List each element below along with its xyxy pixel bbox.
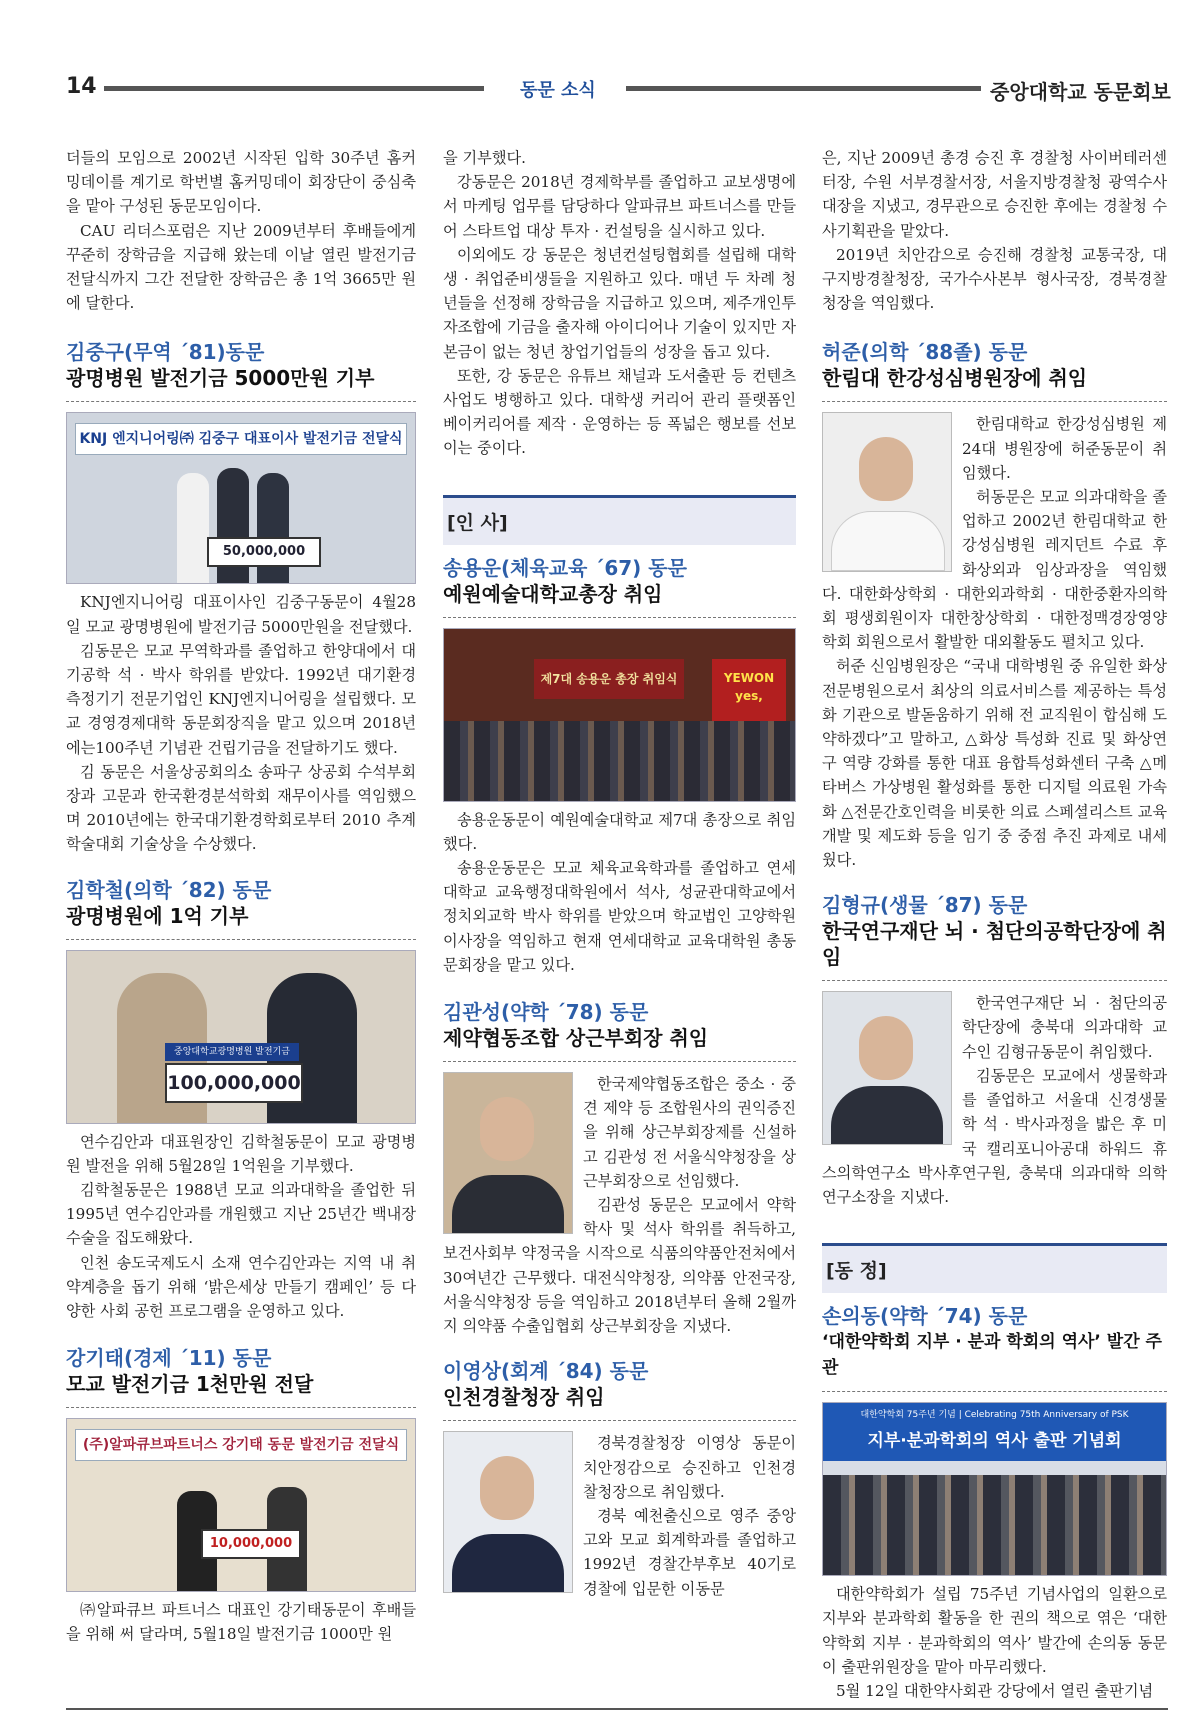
paragraph: 경북 예천출신으로 영주 중앙고와 모교 회계학과를 졸업하고 1992년 경찰간부후보 40기로 경찰에 입문한 이동문	[583, 1506, 796, 1598]
divider	[822, 980, 1167, 981]
paragraph: 연수김안과 대표원장인 김학철동문이 모교 광명병원 발전을 위해 5월28일 1억원을 기부했다.	[66, 1132, 416, 1175]
portrait-head	[859, 1016, 913, 1080]
divider	[443, 617, 796, 618]
column-3	[822, 146, 1167, 1703]
article-title: 모교 발전기금 1천만원 전달	[66, 1372, 314, 1397]
check-board: 10,000,000	[201, 1529, 301, 1559]
paragraph: 김관성 동문은 모교에서 약학학사 및 석사 학위를 취득하고, 보건사회부 약정국을 시작으로 식품의약품안전처에서 30여년간 근무했다. 대전식약청장, 의약품 안전국장, 서울식약청장 등을 역임하고 2018년부터 올해 2월까지 의약품 수출입협회 상근부회장을 지냈다.	[443, 1196, 796, 1336]
paragraph: 한국제약협동조합은 중소 · 중견 제약 등 조합원사의 권익증진을 위해 상근부회장제를 신설하고 김관성 전 서울식약청장을 상근부회장으로 선임했다.	[583, 1075, 796, 1190]
article-title: 광명병원에 1억 기부	[66, 903, 249, 928]
portrait-head	[859, 437, 913, 501]
article-name: 이영상(회계 ´84) 동문	[443, 1359, 649, 1384]
check-board: 100,000,000	[165, 1063, 303, 1103]
paragraph: 송용운동문이 예원예술대학교 제7대 총장으로 취임했다.	[443, 810, 796, 853]
paragraph: 한림대학교 한강성심병원 제24대 병원장에 허준동문이 취임했다.	[962, 415, 1167, 482]
donation-photo	[66, 950, 416, 1124]
article-title: ‘대한약학회 지부 · 분과 학회의 역사’ 발간 주관	[822, 1332, 1162, 1379]
portrait-head	[480, 1456, 534, 1520]
section-header: [인 사]	[443, 495, 796, 545]
portrait-body	[831, 1086, 943, 1144]
divider	[66, 1407, 416, 1408]
article-name: 강기태(경제 ´11) 동문	[66, 1346, 272, 1371]
divider	[822, 1391, 1167, 1392]
portrait-photo	[443, 1431, 573, 1593]
section-title: 동문 소식	[520, 80, 596, 101]
stage-sign: 제7대 송용운 총장 취임식	[534, 659, 684, 699]
event-photo	[822, 1402, 1167, 1576]
donation-photo	[66, 1418, 416, 1592]
photo-banner: (주)알파큐브파트너스 강기태 동문 발전기금 전달식	[75, 1429, 407, 1461]
paragraph: 인천 송도국제도시 소재 연수김안과는 지역 내 취약계층을 돕기 위해 ‘밝은세상 만들기 캠페인’ 등 다양한 사회 공헌 프로그램을 운영하고 있다.	[66, 1253, 416, 1321]
crowd	[444, 721, 795, 801]
paragraph: 대한약학회가 설립 75주년 기념사업의 일환으로 지부와 분과학회 활동을 한 권의 책으로 엮은 ‘대한약학회 지부 · 분과학회의 역사’ 발간에 손의동 동문이 출판위원장을 맡아 마무리했다.	[822, 1585, 1167, 1676]
paragraph: 또한, 강 동문은 유튜브 채널과 도서출판 등 컨텐츠 사업도 병행하고 있다. 대학생 커리어 관리 플랫폼인 베이커리어를 제작 · 운영하는 등 폭넓은 행보를 선보이는 중이다.	[443, 366, 796, 458]
group-people	[823, 1475, 1166, 1575]
divider	[443, 1420, 796, 1421]
article-name: 손의동(약학 ´74) 동문	[822, 1304, 1028, 1329]
footer-rule	[66, 1708, 1168, 1710]
section-header: [동 정]	[822, 1243, 1167, 1293]
inauguration-photo	[443, 628, 796, 802]
article-name: 송용운(체육교육 ´67) 동문	[443, 555, 687, 580]
banner-title: 지부·분과학회의 역사 출판 기념회	[867, 1431, 1122, 1452]
article-title: 제약협동조합 상근부회장 취임	[443, 1026, 709, 1051]
article-name: 허준(의학 ´88졸) 동문	[822, 340, 1028, 365]
paragraph: 송용운동문은 모교 체육교육학과를 졸업하고 연세대학교 교육행정대학원에서 석사, 성균관대학교에서 정치외교학 박사 학위를 받았으며 학교법인 고양학원 이사장을 역임하고 현재 연세대학교 교육대학원 총동문회장을 맡고 있다.	[443, 859, 796, 974]
paragraph: 경북경찰청장 이영상 동문이 치안정감으로 승진하고 인천경찰청장으로 취임했다.	[583, 1434, 796, 1501]
article-title: 한림대 한강성심병원장에 취임	[822, 366, 1088, 391]
event-banner	[823, 1403, 1166, 1461]
portrait-photo	[443, 1072, 573, 1234]
donation-photo	[66, 412, 416, 584]
article-name: 김형규(생물 ´87) 동문	[822, 893, 1028, 918]
portrait-head	[480, 1097, 534, 1161]
paragraph: 허동문은 모교 의과대학을 졸업하고 2002년 한림대학교 한강성심병원 레지던트 수료 후 화상외과 임상과장을 역임했다. 대한화상학회 · 대한외과학회 · 대한중환자의학회 평생회원이자 대한창상학회 · 대한정맥경장영양학회 회원으로서 활발한 대외활동도 펼치고 있다.	[822, 488, 1167, 652]
article-title: 광명병원 발전기금 5000만원 기부	[66, 366, 375, 391]
photo-banner: KNJ 엔지니어링㈜ 김중구 대표이사 발전기금 전달식	[75, 423, 407, 455]
column-2	[443, 146, 796, 1601]
paragraph: 더들의 모임으로 2002년 시작된 입학 30주년 홈커밍데이를 계기로 학번별 홈커밍데이 회장단이 중심축을 맡아 구성된 동문모임이다.	[66, 149, 416, 216]
paragraph: 이외에도 강 동문은 청년컨설팅협회를 설립해 대학생 · 취업준비생들을 지원하고 있다. 매년 두 차례 청년들을 선정해 장학금을 지급하고 있으며, 제주개인투자조합에 기금을 출자해 아이디어나 기술이 있지만 자본금이 없는 청년 창업기업들의 성장을 돕고 있다.	[443, 245, 796, 361]
divider	[443, 1061, 796, 1062]
page-number: 14	[66, 74, 97, 99]
column-1	[66, 146, 416, 1647]
paragraph: 김동문은 모교 무역학과를 졸업하고 한양대에서 대기공학 석 · 박사 학위를 받았다. 1992년 대기환경 측정기기 전문기업인 KNJ엔지니어링을 설립했다. 모교 경영경제대학 동문회장직을 맡고 있으며 2018년에는100주년 기념관 건립기금을 전달하기도 했다.	[66, 641, 416, 757]
check-board: 50,000,000	[207, 537, 321, 567]
paragraph: CAU 리더스포럼은 지난 2009년부터 후배들에게 꾸준히 장학금을 지급해 왔는데 이날 열린 발전기금 전달식까지 그간 전달한 장학금은 총 1억 3665만 원에 달한다.	[66, 221, 416, 313]
publication-name: 중앙대학교 동문회보	[990, 80, 1171, 104]
article-name: 김중구(무역 ´81)동문	[66, 340, 265, 365]
stage-sign: YEWON yes,	[712, 659, 786, 729]
paragraph: ㈜알파큐브 파트너스 대표인 강기태동문이 후배들을 위해 써 달라며, 5월18일 발전기금 1000만 원	[66, 1601, 416, 1644]
article-name: 김학철(의학 ´82) 동문	[66, 877, 272, 902]
article-title: 한국연구재단 뇌 · 첨단의공학단장에 취임	[822, 919, 1167, 970]
paragraph: 김학철동문은 1988년 모교 의과대학을 졸업한 뒤 1995년 연수김안과를 개원했고 지난 25년간 백내장 수술을 집도해왔다.	[66, 1181, 416, 1248]
paragraph: 한국연구재단 뇌 · 첨단의공학단장에 충북대 의과대학 교수인 김형규동문이 취임했다.	[962, 994, 1167, 1061]
portrait-photo	[822, 991, 952, 1145]
article-title: 예원예술대학교총장 취임	[443, 581, 663, 606]
divider	[66, 401, 416, 402]
paragraph: KNJ엔지니어링 대표이사인 김중구동문이 4월28일 모교 광명병원에 발전기금 5000만원을 전달했다.	[66, 593, 416, 636]
article-name: 김관성(약학 ´78) 동문	[443, 1000, 649, 1025]
paragraph: 허준 신임병원장은 “국내 대학병원 중 유일한 화상전문병원으로서 최상의 의료서비스를 제공하는 특성화 기관으로 발돋움하기 위해 전 교직원이 합심해 도약하겠다”고 말하고, △화상 특성화 진료 및 화상연구 역량 강화를 통한 대표 융합특성화센터 구축 △메타버스 가상병원 활성화를 통한 디지털 의료원 가속화 △전문간호인력을 비롯한 의료 스페셜리스트 교육 개발 및 제도화 등을 임기 중 중점 추진 과제로 내세웠다.	[822, 657, 1167, 870]
divider	[822, 401, 1167, 402]
paragraph: 2019년 치안감으로 승진해 경찰청 교통국장, 대구지방경찰청장, 국가수사본부 형사국장, 경북경찰청장을 역임했다.	[822, 245, 1167, 313]
article-title: 인천경찰청장 취임	[443, 1385, 605, 1410]
banner-subtitle: 대한약학회 75주년 기념 | Celebrating 75th Anniversary of PSK	[860, 1410, 1129, 1421]
portrait-body	[452, 1175, 564, 1233]
divider	[66, 939, 416, 940]
portrait-body	[831, 511, 945, 571]
paragraph: 강동문은 2018년 경제학부를 졸업하고 교보생명에서 마케팅 업무를 담당하다 알파큐브 파트너스를 만들어 스타트업 대상 투자 · 컨설팅을 실시하고 있다.	[443, 173, 796, 240]
paragraph: 김동문은 모교에서 생물학과를 졸업하고 서울대 신경생물학 석 · 박사과정을 밟은 후 미국 캘리포니아공대 하워드 휴스의학연구소 박사후연구원, 충북대 의과대학 의학연구소장을 지냈다.	[822, 1066, 1167, 1206]
board-label: 중앙대학교광명병원 발전기금	[165, 1043, 299, 1061]
paragraph: 을 기부했다.	[443, 149, 527, 167]
paragraph: 은, 지난 2009년 총경 승진 후 경찰청 사이버테러센터장, 수원 서부경찰서장, 서울지방경찰청 광역수사대장을 지냈고, 경무관으로 승진한 후에는 경찰청 수사기획관을 맡았다.	[822, 149, 1167, 240]
portrait-body	[452, 1534, 564, 1592]
paragraph: 5월 12일 대한약사회관 강당에서 열린 출판기념	[836, 1681, 1154, 1700]
header-rule-right	[626, 86, 981, 91]
paragraph: 김 동문은 서울상공회의소 송파구 상공회 수석부회장과 고문과 한국환경분석학회 재무이사를 역임했으며 2010년에는 한국대기환경학회로부터 2010 추계학술대회 기술상을 수상했다.	[66, 762, 416, 854]
person-figure	[177, 473, 209, 583]
header-rule-left	[104, 86, 484, 91]
portrait-photo	[822, 412, 952, 572]
